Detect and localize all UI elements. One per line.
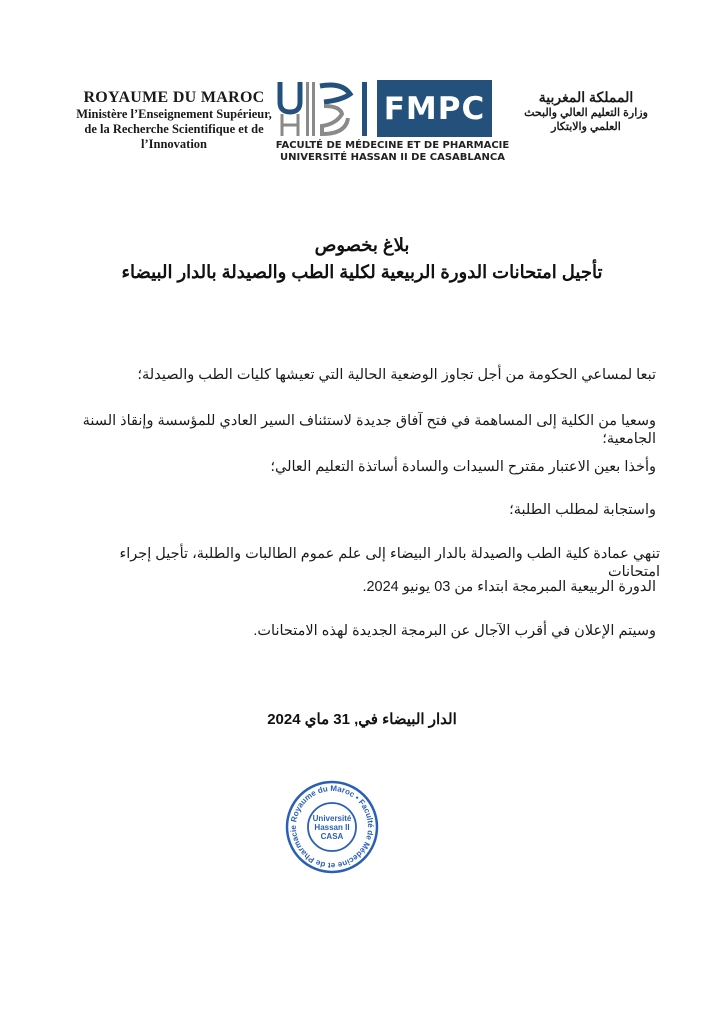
paragraph-1: تبعا لمساعي الحكومة من أجل تجاوز الوضعية الحالية التي تعيشها كليات الطب والصيدلة؛ — [137, 367, 656, 383]
kingdom-title-ar: المملكة المغربية — [538, 89, 634, 105]
university-name: UNIVERSITÉ HASSAN II DE CASABLANCA — [280, 152, 505, 163]
paragraph-5-line-1: تنهي عمادة كلية الطب والصيدلة بالدار البيضاء إلى علم عموم الطالبات والطلبة، تأجيل إجراء امتحانات — [119, 546, 660, 580]
university-logo-icon — [276, 80, 370, 138]
paragraph-3: وأخذا بعين الاعتبار مقترح السيدات والسادة أساتذة التعليم العالي؛ — [270, 459, 656, 475]
date-line: الدار البيضاء في, 31 ماي 2024 — [267, 711, 457, 728]
faculty-name: FACULTÉ DE MÉDECINE ET DE PHARMACIE — [275, 140, 510, 151]
header-left-french — [55, 88, 293, 152]
official-stamp-icon — [284, 779, 380, 875]
paragraph-4: واستجابة لمطلب الطلبة؛ — [509, 502, 656, 518]
logo-subtitle — [265, 140, 520, 164]
stamp-line-3: CASA — [320, 832, 344, 841]
fmpc-acronym: FMPC — [383, 90, 486, 127]
ministry-line-2: de la Recherche Scientifique et de — [84, 122, 264, 136]
header-right-arabic — [506, 88, 666, 134]
ministry-ar-line-1: وزارة التعليم العالي والبحث — [524, 107, 648, 119]
kingdom-title-fr: ROYAUME DU MAROC — [83, 89, 265, 106]
paragraph-6: وسيتم الإعلان في أقرب الآجال عن البرمجة الجديدة لهذه الامتحانات. — [253, 623, 656, 639]
ministry-line-1: Ministère l’Enseignement Supérieur, — [76, 107, 272, 121]
ministry-ar-line-2: العلمي والابتكار — [551, 121, 621, 133]
stamp-outer-text: Royaume du Maroc • Faculté de Médecine et de Pharmacie — [288, 783, 376, 871]
ministry-line-3: l’Innovation — [141, 137, 207, 151]
document-subtitle: تأجيل امتحانات الدورة الربيعية لكلية الطب والصيدلة بالدار البيضاء — [121, 262, 603, 282]
document-title: بلاغ بخصوص — [314, 235, 410, 255]
stamp-line-2: Hassan II — [314, 823, 350, 832]
paragraph-5-line-2: الدورة الربيعية المبرمجة ابتداء من 03 يونيو 2024. — [362, 579, 656, 595]
paragraph-2: وسعيا من الكلية إلى المساهمة في فتح آفاق جديدة لاستئناف السير العادي للمؤسسة وإنقاذ السنة الجامعية؛ — [82, 413, 656, 447]
stamp-line-1: Université — [312, 814, 352, 823]
fmpc-logo — [377, 80, 492, 137]
